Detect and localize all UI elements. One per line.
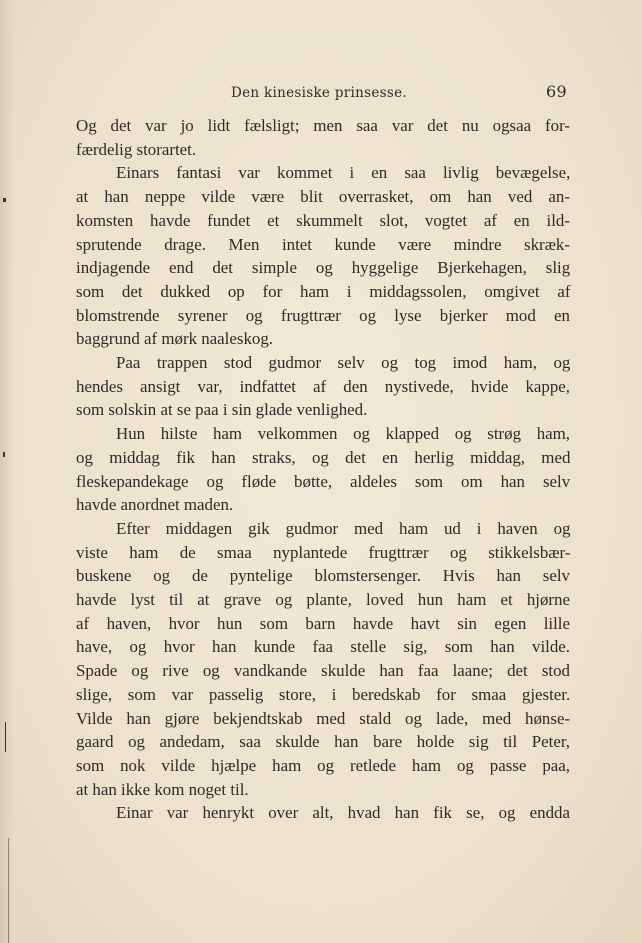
text-line: blomstrende syrener og frugttrær og lyse bjerker mod en <box>76 305 570 325</box>
text-line: gaard og andedam, saa skulde han bare holde sig til Peter, <box>76 732 570 752</box>
paragraph <box>76 801 570 825</box>
paragraph <box>76 161 570 351</box>
margin-line <box>5 722 6 752</box>
text-line: sprutende drage. Men intet kunde være mindre skræk- <box>76 234 570 254</box>
paragraph <box>76 517 570 801</box>
text-line: havde anordnet maden. <box>76 495 234 515</box>
page-number: 69 <box>546 82 567 101</box>
text-line: som det dukked op for ham i middagssolen, omgivet af <box>76 281 571 301</box>
text-line: komsten havde fundet et skummelt slot, vogtet af en ild- <box>76 210 570 230</box>
text-line: havde lyst til at grave og plante, loved hun ham et hjørne <box>76 590 570 610</box>
text-line: at han ikke kom noget til. <box>76 779 249 799</box>
text-line: Paa trappen stod gudmor selv og tog imod ham, og <box>116 353 571 373</box>
text-line: af haven, hvor hun som barn havde havt sin egen lille <box>76 613 570 633</box>
paragraph <box>76 351 570 422</box>
paragraph <box>76 422 570 517</box>
text-line: at han neppe vilde være blit overrasket, om han ved an- <box>76 187 570 207</box>
paragraph <box>76 114 570 161</box>
gutter-shadow <box>0 0 14 943</box>
margin-speck <box>3 452 5 457</box>
text-line: viste ham de smaa nyplantede frugttrær og stikkelsbær- <box>76 542 571 562</box>
text-line: have, og hvor han kunde faa stelle sig, som han vilde. <box>76 637 570 657</box>
margin-speck <box>3 198 6 202</box>
text-line: hendes ansigt var, indfattet af den nystivede, hvide kappe, <box>76 376 570 396</box>
text-line: som solskin at se paa i sin glade venlighed. <box>76 400 368 420</box>
text-line: Einar var henrykt over alt, hvad han fik se, og endda <box>116 803 570 823</box>
text-line: og middag fik han straks, og det en herlig middag, med <box>76 447 571 467</box>
running-head <box>76 82 570 108</box>
text-line: Efter middagen gik gudmor med ham ud i haven og <box>116 518 571 538</box>
text-line: Einars fantasi var kommet i en saa livlig bevægelse, <box>116 163 571 183</box>
text-line: slige, som var passelig store, i beredskab for smaa gjester. <box>76 684 571 704</box>
text-line: baggrund af mørk naaleskog. <box>76 329 273 349</box>
text-line: Hun hilste ham velkommen og klapped og strøg ham, <box>116 424 570 444</box>
text-line: buskene og de pyntelige blomstersenger. Hvis han selv <box>76 566 570 586</box>
running-title: Den kinesiske prinsesse. <box>231 85 407 101</box>
text-line: Og det var jo lidt fælsligt; men saa var det nu ogsaa for- <box>76 116 570 135</box>
text-line: som nok vilde hjælpe ham og retlede ham og passe paa, <box>76 755 570 775</box>
text-line: Spade og rive og vandkande skulde han faa laane; det stod <box>76 661 570 681</box>
text-line: færdelig storartet. <box>76 139 197 159</box>
text-line: indjagende end det simple og hyggelige Bjerkehagen, slig <box>76 258 571 278</box>
text-line: Vilde han gjøre bekjendtskab med stald og lade, med hønse- <box>76 708 571 728</box>
margin-line <box>8 838 9 943</box>
text-line: fleskepandekage og fløde bøtte, aldeles som om han selv <box>76 471 571 491</box>
body-text <box>76 114 570 825</box>
